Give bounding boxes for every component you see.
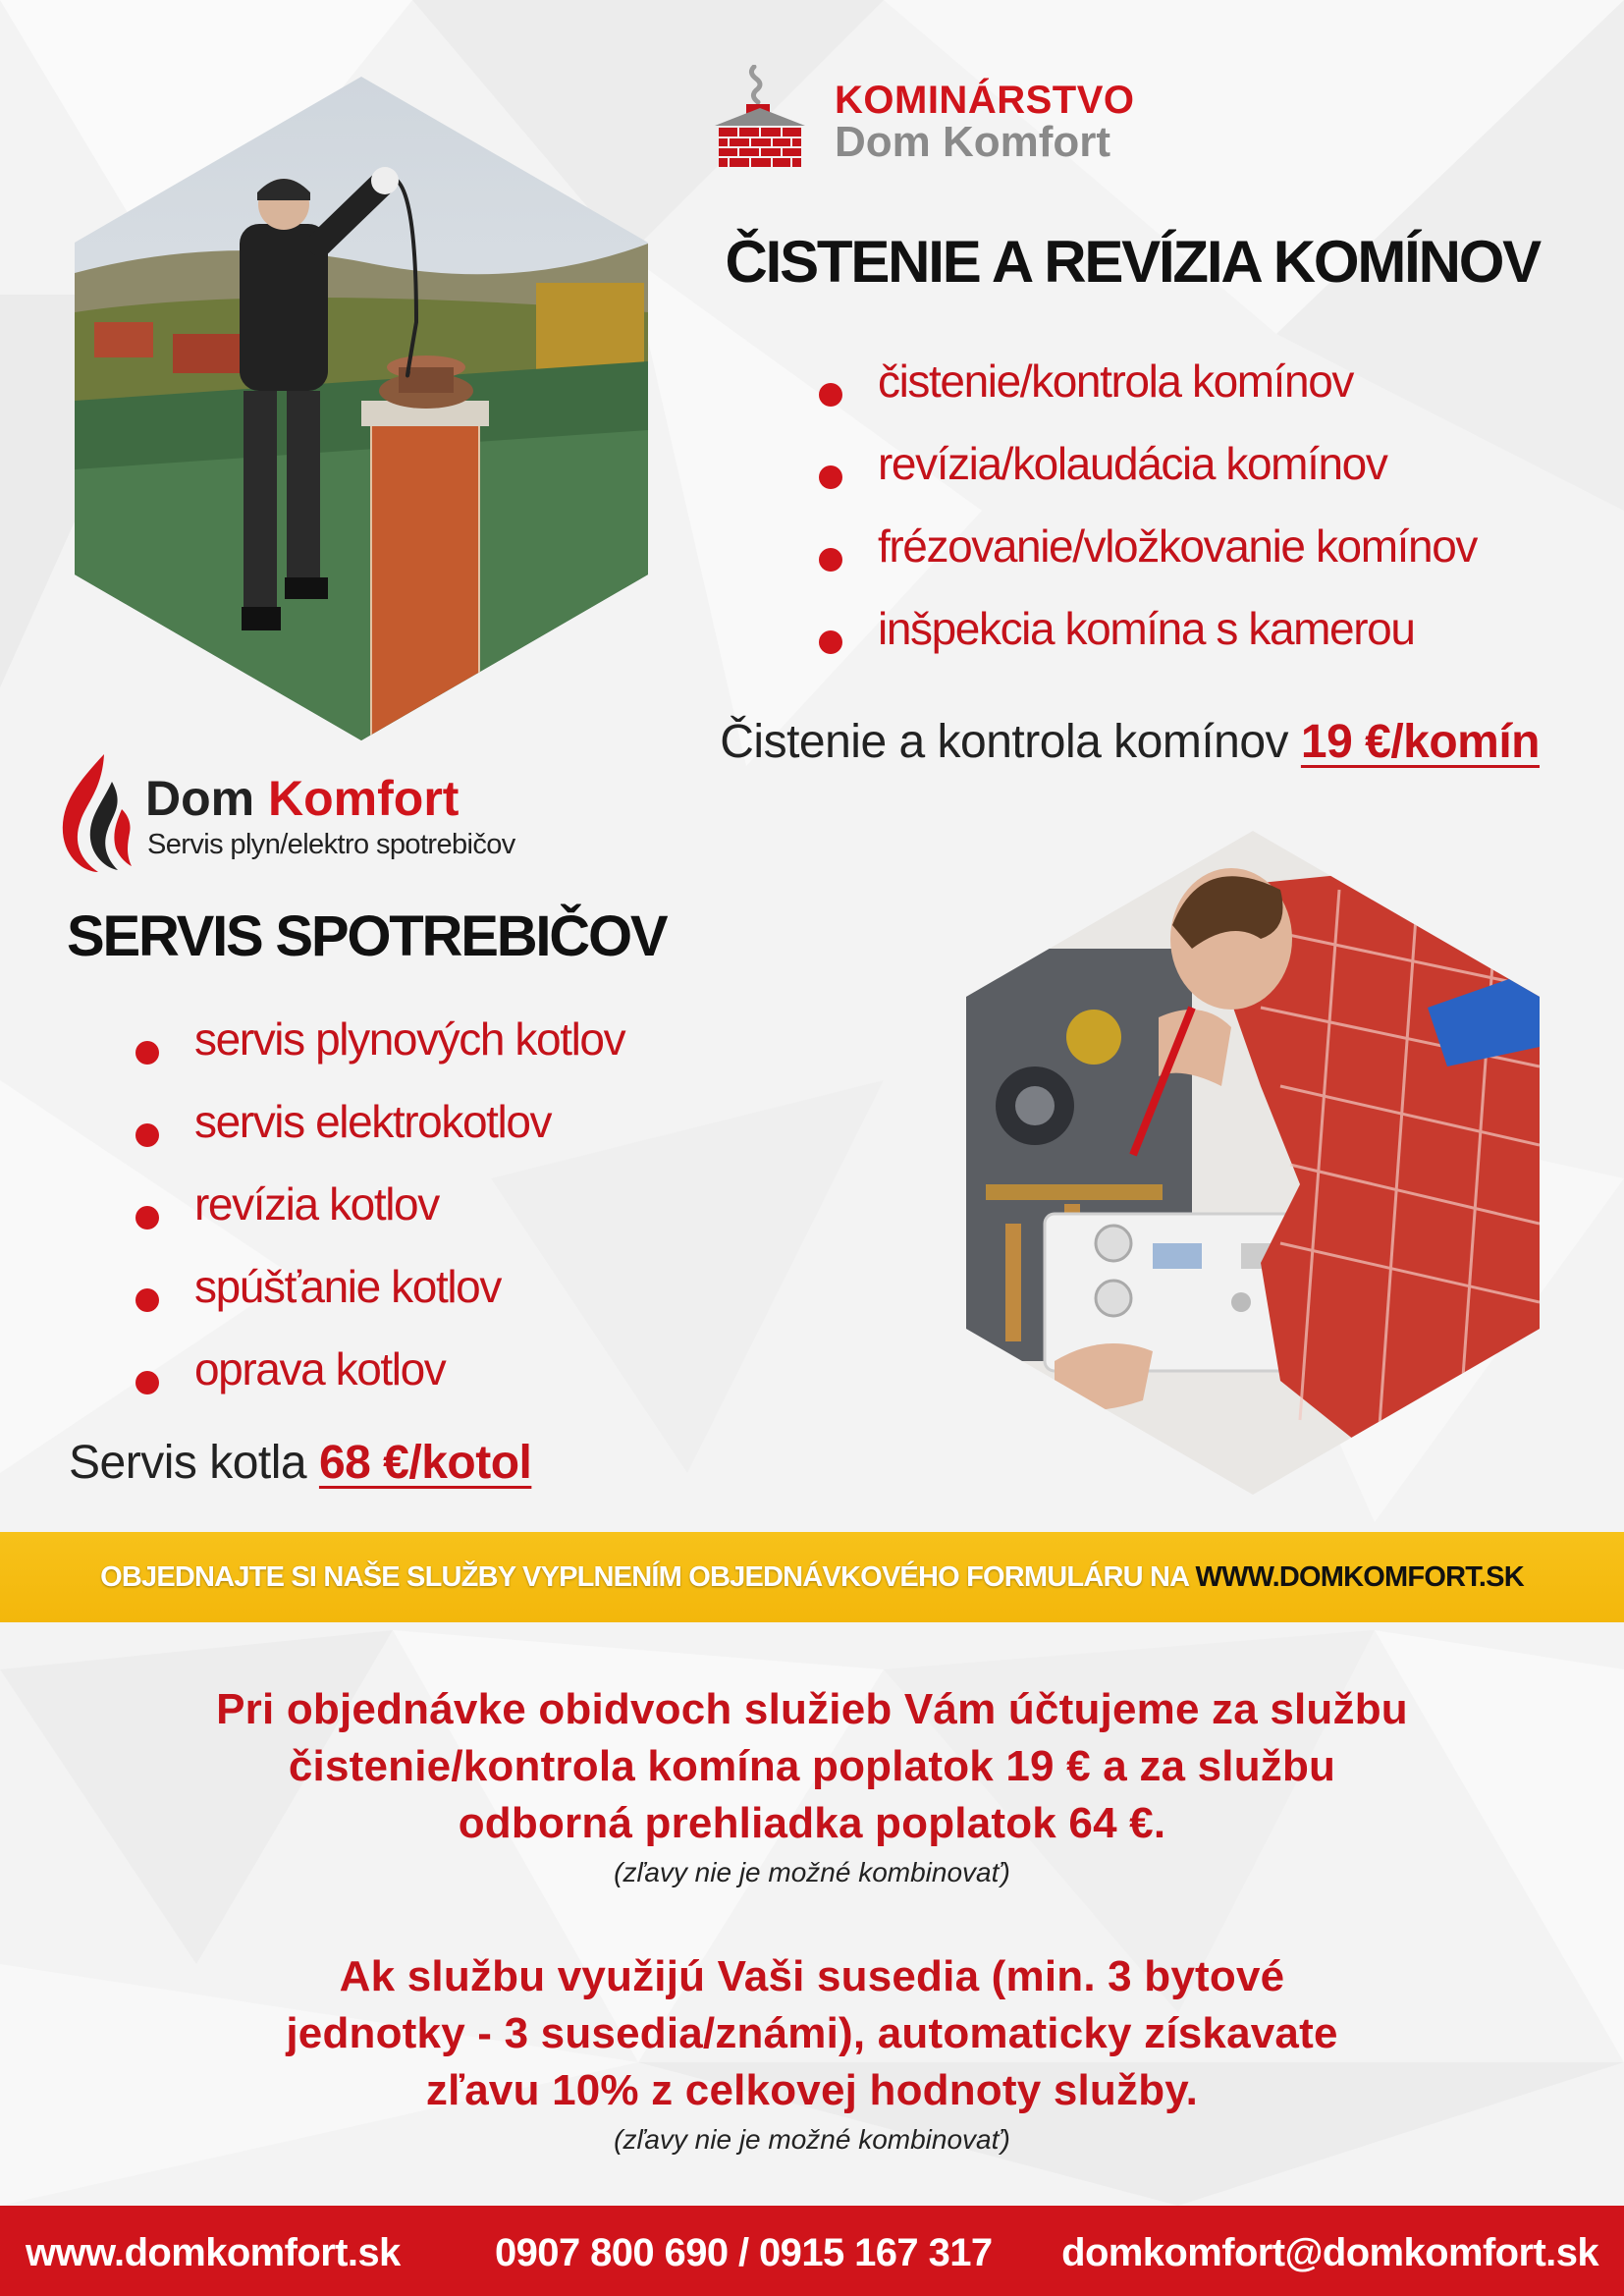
offer-line: zľavu 10% z celkovej hodnoty služby. <box>425 2066 1199 2114</box>
offer-both-services <box>0 1681 1624 1891</box>
order-cta-band <box>0 1532 1624 1622</box>
offer-line: jednotky - 3 susedia/známi), automaticky získavate <box>286 2009 1338 2057</box>
logo-word-dom: Dom <box>145 771 255 826</box>
service-label: spúšťanie kotlov <box>194 1261 501 1312</box>
bullet-dot-icon <box>135 1206 159 1230</box>
service-label: servis plynových kotlov <box>194 1013 625 1065</box>
service-label: inšpekcia komína s kamerou <box>878 603 1415 654</box>
list-item <box>819 601 1477 683</box>
offer-line: odborná prehliadka poplatok 64 €. <box>458 1799 1166 1847</box>
offer-note: (zľavy nie je možné kombinovať) <box>614 1857 1010 1887</box>
contact-footer <box>0 2206 1624 2296</box>
chimney-section-heading: ČISTENIE A REVÍZIA KOMÍNOV <box>725 229 1540 295</box>
service-label: frézovanie/vložkovanie komínov <box>878 520 1477 572</box>
cta-message: OBJEDNAJTE SI NAŠE SLUŽBY VYPLNENÍM OBJEDNÁVKOVÉHO FORMULÁRU NA <box>100 1561 1189 1593</box>
list-item <box>819 436 1477 519</box>
service-label: revízia/kolaudácia komínov <box>878 438 1387 489</box>
cta-website-link[interactable]: WWW.DOMKOMFORT.SK <box>1195 1561 1524 1593</box>
offer-line: čistenie/kontrola komína poplatok 19 € a za službu <box>288 1742 1336 1790</box>
chimney-sweep-photo <box>75 77 648 740</box>
price-value: 19 €/komín <box>1300 716 1540 768</box>
flame-icon <box>59 752 134 874</box>
chimney-icon <box>713 65 807 167</box>
logo-word-komfort: Komfort <box>268 771 460 826</box>
kominarstvo-logo-line1: KOMINÁRSTVO <box>835 79 1135 122</box>
offer-neighbors-discount <box>0 1948 1624 2159</box>
bullet-dot-icon <box>135 1371 159 1394</box>
domkomfort-logo <box>59 752 530 880</box>
offer-line: Ak službu využijú Vaši susedia (min. 3 bytové <box>339 1952 1285 2000</box>
list-item <box>135 1259 624 1341</box>
domkomfort-logo-subtitle: Servis plyn/elektro spotrebičov <box>147 829 515 860</box>
price-label: Servis kotla <box>69 1437 307 1489</box>
chimney-services-list <box>819 354 1477 683</box>
footer-email-link[interactable]: domkomfort@domkomfort.sk <box>1061 2231 1598 2274</box>
boiler-technician-photo <box>966 831 1540 1495</box>
offer-note: (zľavy nie je možné kombinovať) <box>614 2124 1010 2155</box>
list-item <box>819 354 1477 436</box>
service-label: oprava kotlov <box>194 1343 446 1394</box>
service-label: servis elektrokotlov <box>194 1096 552 1147</box>
bullet-dot-icon <box>135 1041 159 1065</box>
appliance-section-heading: SERVIS SPOTREBIČOV <box>67 904 667 968</box>
appliance-price-line <box>69 1436 531 1490</box>
bullet-dot-icon <box>135 1123 159 1147</box>
bullet-dot-icon <box>819 383 842 407</box>
footer-website-link[interactable]: www.domkomfort.sk <box>26 2231 401 2274</box>
bullet-dot-icon <box>819 630 842 654</box>
chimney-price-line <box>720 715 1540 769</box>
domkomfort-logo-title <box>145 770 459 827</box>
footer-phone-numbers[interactable]: 0907 800 690 / 0915 167 317 <box>495 2231 993 2274</box>
appliance-services-list <box>135 1011 624 1424</box>
kominarstvo-logo <box>713 65 1174 173</box>
service-label: revízia kotlov <box>194 1178 439 1230</box>
list-item <box>135 1176 624 1259</box>
price-label: Čistenie a kontrola komínov <box>720 716 1289 768</box>
list-item <box>819 519 1477 601</box>
list-item <box>135 1094 624 1176</box>
service-label: čistenie/kontrola komínov <box>878 355 1354 407</box>
order-cta-text <box>0 1561 1624 1594</box>
list-item <box>135 1011 624 1094</box>
bullet-dot-icon <box>819 548 842 572</box>
bullet-dot-icon <box>819 465 842 489</box>
price-value: 68 €/kotol <box>318 1437 532 1489</box>
kominarstvo-logo-line2: Dom Komfort <box>835 118 1111 166</box>
list-item <box>135 1341 624 1424</box>
offer-line: Pri objednávke obidvoch služieb Vám účtujeme za službu <box>216 1685 1408 1733</box>
bullet-dot-icon <box>135 1288 159 1312</box>
